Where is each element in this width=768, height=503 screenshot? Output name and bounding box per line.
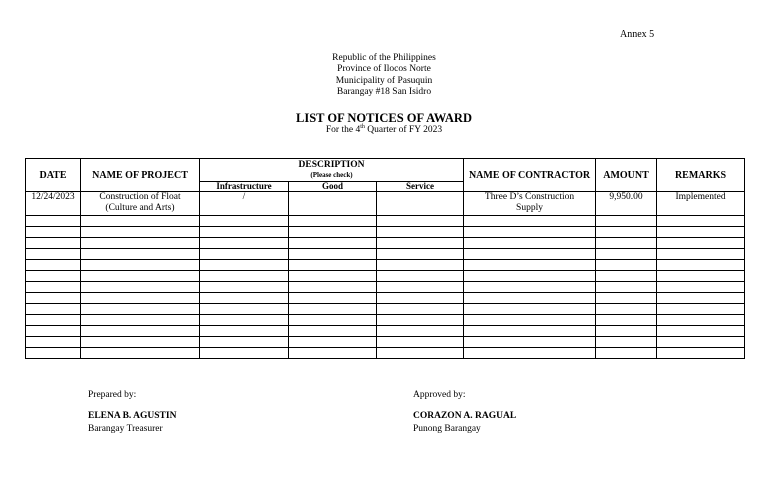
cell-contractor-line: Three D’s Construction [484, 192, 575, 202]
header-good: Good [289, 182, 377, 192]
header-amount: AMOUNT [596, 159, 657, 192]
empty-cell [657, 216, 745, 227]
empty-cell [657, 315, 745, 326]
empty-cell [200, 337, 289, 348]
empty-cell [657, 337, 745, 348]
empty-cell [26, 249, 81, 260]
empty-cell [657, 249, 745, 260]
prepared-by-position: Barangay Treasurer [88, 424, 163, 434]
empty-cell [289, 282, 377, 293]
empty-cell [596, 260, 657, 271]
empty-cell [464, 282, 596, 293]
empty-cell [200, 304, 289, 315]
empty-cell [657, 304, 745, 315]
header-description-note: (Please check) [310, 171, 353, 179]
empty-cell [81, 216, 200, 227]
cell-project-line: Construction of Float [99, 192, 181, 202]
header-description [200, 159, 464, 182]
approved-by-name: CORAZON A. RAGUAL [413, 411, 517, 421]
header-remarks: REMARKS [657, 159, 745, 192]
empty-cell [26, 282, 81, 293]
empty-cell [657, 282, 745, 293]
empty-cell [464, 337, 596, 348]
cell-good-check [289, 192, 377, 216]
empty-cell [289, 260, 377, 271]
empty-cell [26, 315, 81, 326]
empty-cell [26, 348, 81, 359]
empty-cell [464, 348, 596, 359]
empty-cell [377, 216, 464, 227]
table-row [26, 192, 745, 216]
empty-cell [289, 337, 377, 348]
empty-table-row [26, 260, 745, 271]
empty-table-row [26, 271, 745, 282]
empty-cell [26, 216, 81, 227]
empty-cell [464, 315, 596, 326]
empty-cell [289, 216, 377, 227]
document-title: LIST OF NOTICES OF AWARD [296, 111, 472, 125]
empty-cell [377, 326, 464, 337]
empty-table-row [26, 304, 745, 315]
empty-cell [377, 304, 464, 315]
empty-cell [289, 227, 377, 238]
empty-cell [377, 337, 464, 348]
empty-cell [377, 227, 464, 238]
empty-cell [657, 227, 745, 238]
empty-cell [377, 238, 464, 249]
empty-cell [377, 293, 464, 304]
notices-table [25, 158, 745, 359]
empty-cell [81, 249, 200, 260]
empty-cell [464, 304, 596, 315]
header-municipality: Municipality of Pasuquin [335, 75, 433, 86]
empty-table-row [26, 315, 745, 326]
cell-project [81, 192, 200, 216]
empty-cell [464, 293, 596, 304]
empty-cell [596, 304, 657, 315]
document-subtitle [0, 124, 768, 135]
approved-by-label: Approved by: [413, 390, 466, 400]
empty-cell [200, 348, 289, 359]
empty-cell [596, 326, 657, 337]
empty-cell [464, 326, 596, 337]
empty-cell [377, 260, 464, 271]
empty-cell [377, 249, 464, 260]
empty-cell [657, 260, 745, 271]
cell-project-line: (Culture and Arts) [105, 203, 175, 213]
empty-table-row [26, 348, 745, 359]
empty-cell [81, 227, 200, 238]
cell-remarks: Implemented [657, 192, 745, 216]
empty-cell [377, 315, 464, 326]
empty-table-row [26, 238, 745, 249]
annex-label: Annex 5 [620, 29, 655, 40]
empty-table-row [26, 293, 745, 304]
empty-cell [26, 238, 81, 249]
empty-cell [200, 282, 289, 293]
empty-cell [289, 348, 377, 359]
empty-cell [596, 238, 657, 249]
empty-cell [200, 238, 289, 249]
empty-cell [289, 249, 377, 260]
empty-cell [377, 282, 464, 293]
cell-service-check [377, 192, 464, 216]
header-country: Republic of the Philippines [332, 53, 436, 63]
empty-cell [26, 227, 81, 238]
empty-cell [200, 315, 289, 326]
subtitle-ordinal: th [360, 124, 365, 130]
empty-cell [26, 293, 81, 304]
empty-cell [596, 348, 657, 359]
empty-table-row [26, 282, 745, 293]
empty-cell [81, 271, 200, 282]
empty-cell [657, 326, 745, 337]
empty-cell [464, 271, 596, 282]
empty-cell [657, 238, 745, 249]
empty-table-row [26, 227, 745, 238]
empty-cell [26, 326, 81, 337]
header-date: DATE [26, 159, 81, 192]
header-description-label: DESCRIPTION [298, 160, 365, 170]
empty-cell [200, 227, 289, 238]
empty-cell [464, 216, 596, 227]
cell-amount: 9,950.00 [596, 192, 657, 216]
empty-cell [289, 304, 377, 315]
empty-table-row [26, 337, 745, 348]
header-project: NAME OF PROJECT [81, 159, 200, 192]
empty-cell [81, 304, 200, 315]
header-contractor: NAME OF CONTRACTOR [464, 159, 596, 192]
empty-cell [81, 260, 200, 271]
empty-cell [200, 293, 289, 304]
cell-contractor-line: Supply [516, 203, 543, 213]
empty-cell [377, 271, 464, 282]
empty-cell [26, 271, 81, 282]
prepared-by-label: Prepared by: [88, 390, 137, 400]
empty-cell [81, 315, 200, 326]
empty-cell [377, 348, 464, 359]
prepared-by-name: ELENA B. AGUSTIN [88, 411, 177, 421]
subtitle-suffix: Quarter of FY 2023 [364, 125, 443, 136]
document-header [0, 53, 768, 98]
header-province: Province of Ilocos Norte [337, 64, 431, 75]
empty-table-row [26, 326, 745, 337]
empty-cell [81, 337, 200, 348]
header-infrastructure: Infrastructure [200, 182, 289, 192]
empty-cell [657, 293, 745, 304]
empty-cell [596, 315, 657, 326]
empty-cell [596, 216, 657, 227]
empty-cell [200, 216, 289, 227]
empty-cell [596, 293, 657, 304]
approved-by-position: Punong Barangay [413, 424, 481, 434]
empty-table-row [26, 249, 745, 260]
empty-cell [657, 271, 745, 282]
empty-cell [596, 227, 657, 238]
empty-cell [81, 282, 200, 293]
header-barangay: Barangay #18 San Isidro [336, 86, 432, 97]
empty-cell [26, 337, 81, 348]
empty-cell [289, 293, 377, 304]
empty-table-row [26, 216, 745, 227]
empty-cell [464, 238, 596, 249]
cell-infrastructure-check: / [200, 192, 289, 216]
empty-cell [596, 271, 657, 282]
empty-cell [657, 348, 745, 359]
empty-cell [81, 326, 200, 337]
empty-cell [596, 249, 657, 260]
empty-cell [289, 238, 377, 249]
cell-contractor [464, 192, 596, 216]
empty-cell [81, 348, 200, 359]
empty-cell [289, 326, 377, 337]
empty-cell [200, 271, 289, 282]
empty-cell [81, 238, 200, 249]
empty-cell [26, 304, 81, 315]
empty-cell [81, 293, 200, 304]
empty-cell [26, 260, 81, 271]
header-service: Service [377, 182, 464, 192]
empty-cell [289, 315, 377, 326]
subtitle-prefix: For the 4 [325, 125, 361, 136]
empty-cell [596, 337, 657, 348]
empty-cell [200, 260, 289, 271]
empty-cell [200, 249, 289, 260]
empty-cell [464, 227, 596, 238]
empty-cell [200, 326, 289, 337]
empty-cell [289, 271, 377, 282]
empty-cell [464, 249, 596, 260]
empty-cell [596, 282, 657, 293]
cell-date: 12/24/2023 [26, 192, 81, 216]
empty-cell [464, 260, 596, 271]
